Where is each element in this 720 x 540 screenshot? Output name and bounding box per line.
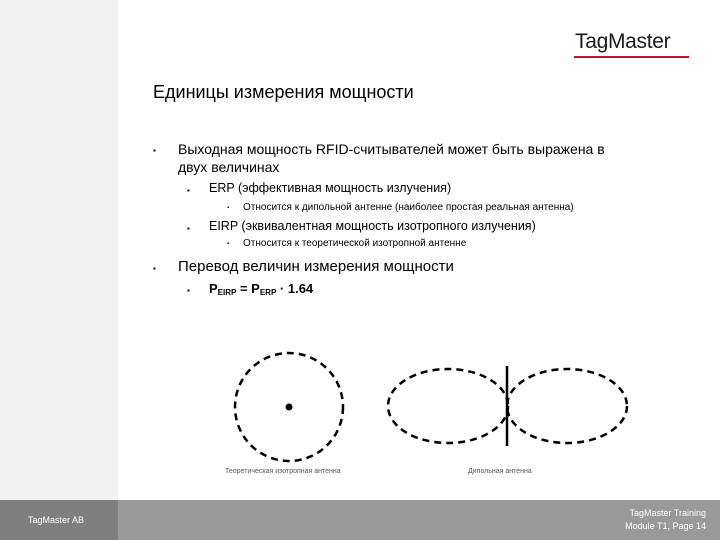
bullet-marker: ▪ [187,186,190,195]
bullet-marker: ▪ [153,146,156,155]
slide-title: Единицы измерения мощности [153,82,414,102]
footer-page-info [625,507,706,533]
bullet-eirp: EIRP (эквивалентная мощность изотропного излучения) [209,219,536,233]
bullet-erp: ERP (эффективная мощность излучения) [209,181,452,195]
bullet-marker: ▪ [227,205,230,211]
isotropic-caption: Теоретическая изотропная антенна [225,468,341,475]
dipole-pattern [388,366,627,446]
power-formula: $P_{EIRP} = P_{ERP} \cdot 1.64$ [209,281,314,297]
bullet-1-line-1: Выходная мощность RFID-считывателей может быть выражена в [178,141,605,157]
bullet-2: Перевод величин измерения мощности [178,258,454,275]
bullet-erp-detail: Относится к дипольной антенне (наиболее простая реальная антенна) [243,202,574,213]
dipole-caption: Дипольная антенна [468,468,532,475]
bullet-eirp-detail: Относится к теоретической изотропной антенне [243,238,467,249]
footer-training: TagMaster Training [629,508,706,518]
bullet-marker: ▪ [187,224,190,233]
isotropic-pattern [235,353,343,461]
bullet-marker: ▪ [153,264,156,273]
bullet-marker: ▪ [187,286,190,295]
tagmaster-logo: TagMaster [575,30,671,53]
footer-module-page: Module T1, Page 14 [625,521,706,531]
bullet-marker: ▪ [227,241,230,247]
bullet-1-line-2: двух величинах [178,159,280,175]
footer-company: TagMaster AB [28,515,85,525]
